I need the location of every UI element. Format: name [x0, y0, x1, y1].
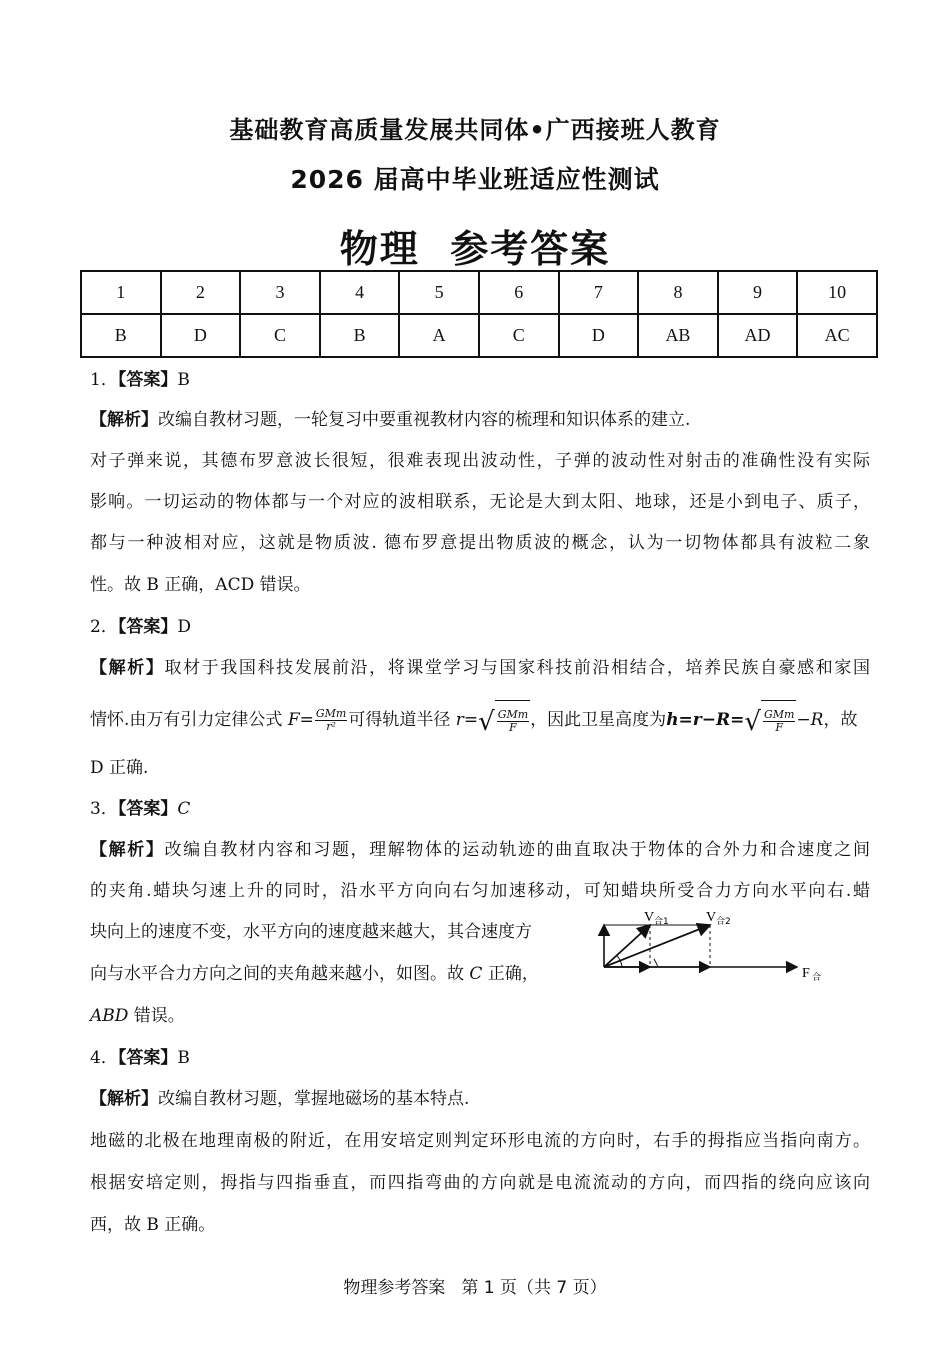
q1-answer-label: 【答案】 [117, 370, 178, 390]
q3-analysis-line-1 [90, 838, 870, 862]
q3-analysis-line-2: 的夹角.蜡块匀速上升的同时，沿水平方向向右匀加速移动，可知蜡块所受合力方向水平向右.蜡 [90, 881, 870, 901]
q1-analysis-line-4: 都与一种波相对应，这就是物质波. 德布罗意提出物质波的概念，认为一切物体都具有波粒二象 [90, 533, 870, 553]
q2-analysis-text-1: 取材于我国科技发展前沿，将课堂学习与国家科技前沿相结合，培养民族自豪感和家国 [164, 658, 871, 678]
header-line-1: 基础教育高质量发展共同体•广西接班人教育 [229, 116, 721, 144]
q2-formula-h-tail: −R [796, 710, 824, 730]
table-cell-number: 8 [638, 271, 718, 314]
table-cell-answer: B [81, 314, 161, 357]
table-cell-answer: D [559, 314, 639, 357]
velocity-diagram [592, 905, 862, 990]
resultant-velocity-1-arrow [604, 925, 650, 967]
table-cell-answer: D [161, 314, 241, 357]
q2-formula-f-fraction [315, 708, 347, 733]
q3-text-5a: ABD [90, 1006, 129, 1026]
table-cell-answer: AC [797, 314, 877, 357]
table-cell-number: 10 [797, 271, 877, 314]
q1-analysis-line-3: 影响。一切运动的物体都与一个对应的波相联系，无论是大到太阳、地球，还是小到电子、质子， [90, 492, 870, 512]
table-cell-answer: AB [638, 314, 718, 357]
table-cell-number: 7 [559, 271, 639, 314]
q4-analysis-label: 【解析】 [90, 1089, 158, 1109]
q2-analysis-line-1 [90, 656, 870, 680]
q4-analysis-text-1: 改编自教材习题，掌握地磁场的基本特点. [158, 1089, 470, 1109]
table-cell-answer: A [399, 314, 479, 357]
q4-answer-line [90, 1046, 870, 1070]
table-cell-answer: C [479, 314, 559, 357]
q4-answer-value: B [177, 1048, 190, 1068]
footer-subject: 物理参考答案 [343, 1278, 446, 1298]
q2-text-a: 情怀.由万有引力定律公式 [90, 710, 288, 730]
q2-formula-h-fraction [763, 709, 795, 734]
v2-label: V [706, 910, 717, 925]
q2-number: 2． [90, 617, 118, 637]
q1-number: 1． [90, 370, 118, 390]
q2-formula-h-numerator: GMm [763, 708, 795, 721]
q3-answer-value: C [177, 799, 191, 819]
q4-analysis-line-3: 根据安培定则，拇指与四指垂直，而四指弯曲的方向就是电流流动的方向，而四指的绕向应该向 [90, 1173, 870, 1193]
q4-analysis-line-4: 西，故 B 正确。 [90, 1215, 216, 1235]
table-cell-number: 4 [320, 271, 400, 314]
q3-text-4c: 正确， [482, 964, 539, 984]
q2-text-d: ，故 [823, 710, 858, 730]
q1-analysis-line-5: 性。故 B 正确，ACD 错误。 [90, 575, 311, 595]
q3-number: 3． [90, 799, 118, 819]
q3-analysis-label: 【解析】 [90, 840, 165, 860]
page-footer [0, 1273, 950, 1298]
q2-formula-h-sqrt [744, 700, 796, 741]
q4-analysis-line-1 [90, 1087, 870, 1111]
q3-analysis-line-5 [90, 1004, 870, 1028]
q2-answer-value: D [177, 617, 191, 637]
q3-analysis-text-1: 改编自教材内容和习题，理解物体的运动轨迹的曲直取决于物体的合外力和合速度之间 [164, 840, 871, 860]
table-cell-answer: C [240, 314, 320, 357]
q2-formula-f-numerator: GMm [315, 707, 347, 720]
q1-analysis-text-1: 改编自教材习题，一轮复习中要重视教材内容的梳理和知识体系的建立. [158, 410, 691, 430]
f-label: F [802, 966, 810, 981]
q3-text-4b: C [469, 964, 483, 984]
q1-analysis-line-1 [90, 408, 870, 432]
v1-sub-label: 合1 [654, 917, 669, 927]
table-cell-number: 5 [399, 271, 479, 314]
q2-formula-f-denominator: r² [326, 720, 336, 733]
q2-formula-h-expr: h=r−R= [666, 710, 745, 730]
answer-table-number-row [81, 271, 877, 314]
table-cell-number: 6 [479, 271, 559, 314]
q4-analysis-line-2: 地磁的北极在地理南极的附近，在用安培定则判定环形电流的方向时，右手的拇指应当指向南方。 [90, 1131, 870, 1151]
q4-answer-label: 【答案】 [117, 1048, 178, 1068]
q2-formula-r-numerator: GMm [497, 708, 529, 721]
q1-answer-line [90, 368, 870, 392]
q2-formula-r-sqrt [478, 700, 530, 741]
table-cell-number: 2 [161, 271, 241, 314]
q3-analysis-line-3: 块向上的速度不变，水平方向的速度越来越大，其合速度方 [90, 922, 532, 942]
sqrt-icon: √ [478, 706, 495, 737]
q2-formula-f-lhs: F= [287, 710, 314, 730]
page-title: 物理 参考答案 [339, 227, 611, 271]
table-cell-number: 1 [81, 271, 161, 314]
table-cell-number: 9 [718, 271, 798, 314]
header-line-2: 2026 届高中毕业班适应性测试 [290, 165, 660, 194]
v1-label: V [644, 910, 655, 925]
q2-formula-h-denominator: F [775, 721, 784, 734]
q2-formula-r-denominator: F [509, 721, 517, 734]
v2-sub-label: 合2 [716, 917, 731, 927]
q3-answer-label: 【答案】 [117, 799, 178, 819]
f-sub-label: 合 [812, 973, 822, 983]
q2-analysis-label: 【解析】 [90, 658, 165, 678]
table-cell-answer: B [320, 314, 400, 357]
q1-analysis-line-2: 对子弹来说，其德布罗意波长很短，很难表现出波动性，子弹的波动性对射击的准确性没有实际 [90, 451, 870, 471]
q2-formula-r-lhs: r= [455, 710, 479, 730]
q4-number: 4． [90, 1048, 118, 1068]
angle-arc-2 [654, 959, 658, 967]
q3-answer-line [90, 797, 870, 821]
table-cell-answer: AD [718, 314, 798, 357]
q3-analysis-line-4 [90, 962, 580, 986]
q1-analysis-label: 【解析】 [90, 410, 158, 430]
q2-text-c: ，因此卫星高度为 [530, 710, 667, 730]
q2-answer-line [90, 615, 870, 639]
answer-table [80, 270, 878, 358]
q2-formula-r-fraction [497, 709, 529, 734]
q2-analysis-line-3: D 正确. [90, 758, 149, 778]
sqrt-icon: √ [744, 706, 761, 737]
answer-table-answer-row [81, 314, 877, 357]
q3-text-5b: 错误。 [128, 1006, 185, 1026]
q2-text-b: 可得轨道半径 [348, 710, 456, 730]
footer-page-number: 第 1 页（共 7 页） [461, 1278, 607, 1298]
q3-text-4a: 向与水平合力方向之间的夹角越来越小，如图。故 [90, 964, 470, 984]
q1-answer-value: B [177, 370, 190, 390]
q2-analysis-line-2 [90, 700, 870, 740]
q2-answer-label: 【答案】 [117, 617, 178, 637]
table-cell-number: 3 [240, 271, 320, 314]
